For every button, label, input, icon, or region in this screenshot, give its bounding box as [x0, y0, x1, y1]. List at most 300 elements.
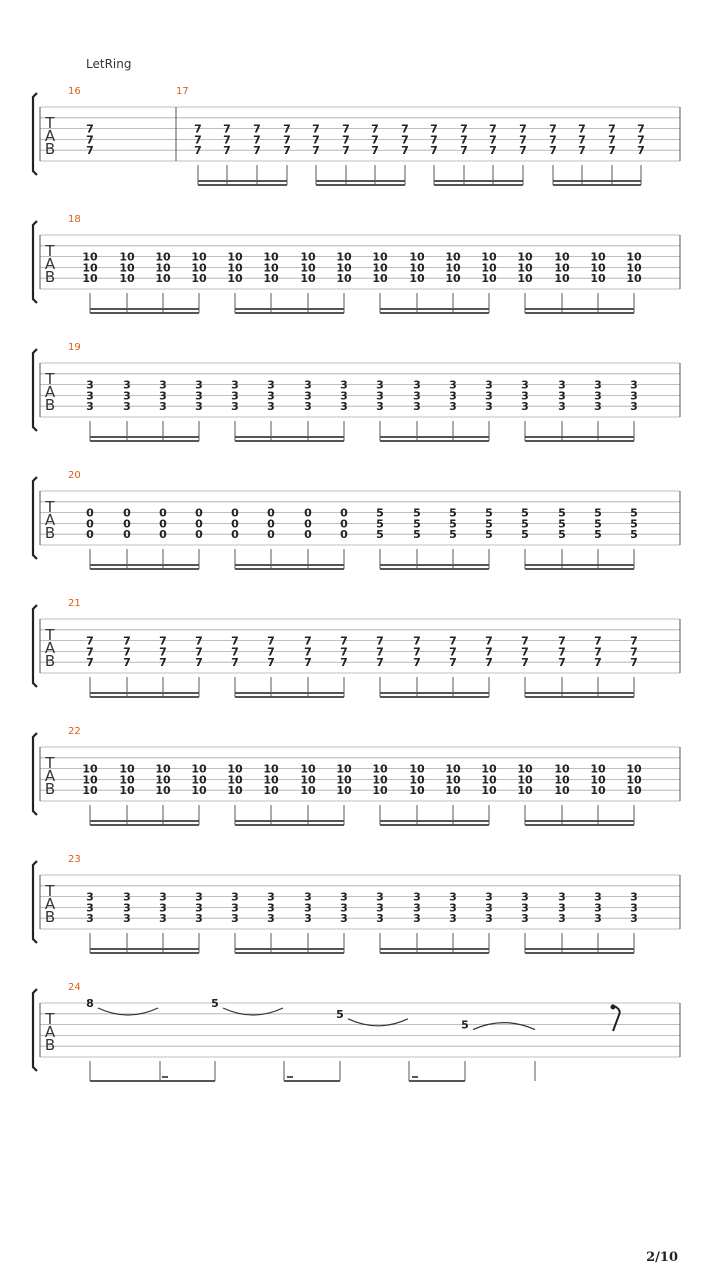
fret-number: 3 [340, 400, 348, 414]
fret-number: 3 [449, 378, 457, 392]
fret-number: 3 [449, 890, 457, 904]
fret-number: 3 [304, 912, 312, 926]
fret-number: 3 [594, 912, 602, 926]
fret-number: 7 [401, 144, 409, 158]
fret-number: 10 [554, 272, 570, 286]
fret-number: 10 [82, 784, 98, 798]
tab-clef-letter: B [44, 908, 56, 926]
fret-number: 10 [372, 250, 388, 264]
fret-number: 5 [521, 528, 529, 542]
fret-number: 7 [371, 144, 379, 158]
fret-number: 10 [336, 773, 352, 787]
fret-number: 3 [558, 912, 566, 926]
fret-number: 3 [159, 912, 167, 926]
fret-number: 7 [195, 634, 203, 648]
fret-number: 3 [304, 400, 312, 414]
system-bracket [33, 733, 37, 815]
fret-number: 3 [340, 890, 348, 904]
system-bracket [33, 221, 37, 303]
fret-number: 3 [340, 389, 348, 403]
fret-number: 10 [227, 784, 243, 798]
fret-number: 7 [521, 634, 529, 648]
fret-number: 10 [300, 261, 316, 275]
fret-number: 0 [267, 528, 275, 542]
fret-number: 0 [304, 528, 312, 542]
fret-number: 3 [376, 901, 384, 915]
fret-number: 7 [194, 122, 202, 136]
fret-number: 7 [485, 645, 493, 659]
fret-number: 3 [340, 901, 348, 915]
fret-number: 0 [159, 528, 167, 542]
fret-number: 5 [485, 528, 493, 542]
tab-clef-letter: B [44, 140, 56, 158]
fret-number: 10 [300, 784, 316, 798]
fret-number: 7 [123, 645, 131, 659]
fret-number: 3 [304, 901, 312, 915]
fret-number: 10 [590, 773, 606, 787]
fret-number: 0 [304, 506, 312, 520]
fret-number: 3 [485, 912, 493, 926]
fret-number: 10 [626, 272, 642, 286]
fret-number: 0 [86, 517, 94, 531]
fret-number: 3 [521, 901, 529, 915]
fret-number: 7 [371, 133, 379, 147]
fret-number: 7 [376, 645, 384, 659]
fret-number: 7 [123, 634, 131, 648]
measure-number: 18 [68, 214, 81, 225]
fret-number: 3 [159, 389, 167, 403]
fret-number: 10 [227, 272, 243, 286]
fret-number: 3 [159, 890, 167, 904]
fret-number: 7 [86, 634, 94, 648]
fret-number: 3 [86, 400, 94, 414]
fret-number: 10 [481, 762, 497, 776]
fret-number: 10 [82, 762, 98, 776]
fret-number: 3 [594, 890, 602, 904]
fret-number: 0 [86, 528, 94, 542]
fret-number: 7 [267, 656, 275, 670]
fret-number: 10 [590, 250, 606, 264]
fret-number: 10 [191, 762, 207, 776]
fret-number: 3 [123, 912, 131, 926]
fret-number: 3 [123, 901, 131, 915]
fret-number: 10 [191, 250, 207, 264]
fret-number: 7 [86, 645, 94, 659]
measure-number: 22 [68, 726, 81, 737]
fret-number: 10 [191, 272, 207, 286]
fret-number: 5 [449, 517, 457, 531]
fret-number: 3 [231, 901, 239, 915]
tab-clef-letter: T [45, 626, 55, 644]
fret-number: 3 [159, 378, 167, 392]
fret-number: 3 [267, 901, 275, 915]
fret-number: 10 [119, 261, 135, 275]
fret-number: 7 [267, 634, 275, 648]
fret-number: 10 [155, 250, 171, 264]
fret-number: 3 [123, 389, 131, 403]
fret-number: 3 [195, 890, 203, 904]
fret-number: 0 [123, 528, 131, 542]
fret-number: 0 [267, 517, 275, 531]
fret-number: 10 [590, 784, 606, 798]
fret-number: 3 [195, 378, 203, 392]
fret-number: 7 [223, 133, 231, 147]
fret-number: 7 [304, 645, 312, 659]
tab-clef-letter: A [44, 639, 56, 657]
fret-number: 3 [267, 912, 275, 926]
fret-number: 7 [549, 133, 557, 147]
fret-number: 0 [304, 517, 312, 531]
fret-number: 7 [521, 645, 529, 659]
fret-number: 3 [521, 389, 529, 403]
fret-number: 10 [227, 762, 243, 776]
fret-number: 5 [449, 528, 457, 542]
fret-number: 10 [554, 762, 570, 776]
tab-clef-letter: T [45, 114, 55, 132]
tab-clef-letter: A [44, 383, 56, 401]
fret-number: 7 [223, 144, 231, 158]
tab-clef-letter: B [44, 652, 56, 670]
fret-number: 7 [376, 656, 384, 670]
fret-number: 7 [594, 645, 602, 659]
fret-number: 3 [449, 912, 457, 926]
fret-number: 3 [267, 400, 275, 414]
fret-number: 7 [86, 656, 94, 670]
fret-number: 3 [195, 400, 203, 414]
fret-number: 10 [626, 762, 642, 776]
fret-number: 10 [372, 784, 388, 798]
fret-number: 3 [630, 901, 638, 915]
fret-number: 7 [489, 133, 497, 147]
fret-number: 10 [517, 272, 533, 286]
fret-number: 8 [86, 997, 94, 1010]
fret-number: 7 [401, 133, 409, 147]
fret-number: 10 [445, 250, 461, 264]
fret-number: 10 [300, 272, 316, 286]
fret-number: 7 [489, 144, 497, 158]
fret-number: 7 [637, 133, 645, 147]
fret-number: 10 [300, 250, 316, 264]
fret-number: 3 [267, 890, 275, 904]
fret-number: 10 [263, 773, 279, 787]
fret-number: 7 [460, 122, 468, 136]
fret-number: 3 [86, 389, 94, 403]
fret-number: 7 [304, 656, 312, 670]
fret-number: 7 [312, 133, 320, 147]
fret-number: 10 [336, 261, 352, 275]
fret-number: 7 [485, 634, 493, 648]
fret-number: 7 [194, 144, 202, 158]
tab-clef-letter: A [44, 127, 56, 145]
fret-number: 7 [558, 645, 566, 659]
measure-number: 21 [68, 598, 81, 609]
fret-number: 10 [227, 250, 243, 264]
measure-number: 19 [68, 342, 81, 353]
fret-number: 10 [554, 261, 570, 275]
fret-number: 10 [336, 784, 352, 798]
fret-number: 10 [517, 250, 533, 264]
fret-number: 0 [159, 517, 167, 531]
fret-number: 7 [578, 122, 586, 136]
fret-number: 5 [413, 528, 421, 542]
fret-number: 10 [590, 272, 606, 286]
fret-number: 10 [336, 762, 352, 776]
fret-number: 3 [123, 890, 131, 904]
fret-number: 3 [340, 912, 348, 926]
tab-clef-letter: T [45, 370, 55, 388]
fret-number: 7 [253, 133, 261, 147]
fret-number: 7 [159, 656, 167, 670]
fret-number: 10 [227, 773, 243, 787]
fret-number: 10 [372, 773, 388, 787]
fret-number: 5 [211, 997, 219, 1010]
fret-number: 3 [558, 378, 566, 392]
page-number: 2/10 [646, 1250, 678, 1265]
fret-number: 10 [155, 272, 171, 286]
fret-number: 3 [630, 400, 638, 414]
fret-number: 7 [430, 144, 438, 158]
fret-number: 7 [253, 122, 261, 136]
fret-number: 10 [191, 261, 207, 275]
fret-number: 7 [401, 122, 409, 136]
tab-clef-letter: A [44, 895, 56, 913]
fret-number: 10 [336, 250, 352, 264]
fret-number: 10 [409, 773, 425, 787]
fret-number: 5 [376, 528, 384, 542]
fret-number: 3 [485, 400, 493, 414]
fret-number: 3 [231, 890, 239, 904]
fret-number: 3 [413, 400, 421, 414]
fret-number: 7 [304, 634, 312, 648]
fret-number: 10 [554, 250, 570, 264]
fret-number: 5 [594, 506, 602, 520]
fret-number: 7 [195, 656, 203, 670]
fret-number: 7 [413, 656, 421, 670]
fret-number: 7 [283, 144, 291, 158]
fret-number: 7 [195, 645, 203, 659]
fret-number: 5 [376, 506, 384, 520]
fret-number: 7 [340, 634, 348, 648]
fret-number: 3 [449, 901, 457, 915]
fret-number: 10 [155, 773, 171, 787]
fret-number: 10 [445, 261, 461, 275]
fret-number: 7 [86, 133, 94, 147]
fret-number: 7 [637, 144, 645, 158]
fret-number: 3 [231, 400, 239, 414]
fret-number: 7 [430, 122, 438, 136]
fret-number: 10 [191, 784, 207, 798]
fret-number: 3 [86, 912, 94, 926]
fret-number: 3 [485, 389, 493, 403]
fret-number: 3 [376, 890, 384, 904]
fret-number: 7 [460, 133, 468, 147]
fret-number: 7 [608, 133, 616, 147]
fret-number: 7 [231, 656, 239, 670]
fret-number: 7 [342, 133, 350, 147]
fret-number: 7 [608, 144, 616, 158]
fret-number: 0 [231, 517, 239, 531]
fret-number: 7 [489, 122, 497, 136]
fret-number: 3 [159, 901, 167, 915]
fret-number: 3 [195, 912, 203, 926]
fret-number: 5 [630, 506, 638, 520]
fret-number: 3 [376, 378, 384, 392]
fret-number: 10 [119, 762, 135, 776]
fret-number: 7 [519, 144, 527, 158]
fret-number: 7 [267, 645, 275, 659]
fret-number: 3 [231, 912, 239, 926]
fret-number: 10 [372, 261, 388, 275]
fret-number: 3 [485, 901, 493, 915]
fret-number: 10 [626, 250, 642, 264]
fret-number: 5 [336, 1007, 344, 1021]
tab-clef-letter: T [45, 754, 55, 772]
fret-number: 3 [413, 389, 421, 403]
fret-number: 10 [590, 261, 606, 275]
fret-number: 10 [82, 773, 98, 787]
fret-number: 3 [449, 400, 457, 414]
fret-number: 7 [371, 122, 379, 136]
system-bracket [33, 989, 37, 1071]
fret-number: 7 [283, 122, 291, 136]
fret-number: 3 [413, 378, 421, 392]
fret-number: 3 [340, 378, 348, 392]
fret-number: 3 [485, 890, 493, 904]
fret-number: 7 [376, 634, 384, 648]
fret-number: 5 [485, 506, 493, 520]
fret-number: 10 [517, 762, 533, 776]
fret-number: 10 [263, 762, 279, 776]
fret-number: 7 [519, 133, 527, 147]
system-bracket [33, 93, 37, 175]
fret-number: 7 [86, 122, 94, 136]
fret-number: 10 [119, 272, 135, 286]
fret-number: 7 [578, 144, 586, 158]
fret-number: 7 [430, 133, 438, 147]
fret-number: 7 [630, 634, 638, 648]
fret-number: 10 [263, 261, 279, 275]
fret-number: 10 [119, 773, 135, 787]
fret-number: 3 [195, 901, 203, 915]
fret-number: 5 [558, 528, 566, 542]
tab-clef-letter: B [44, 268, 56, 286]
tab-clef-letter: B [44, 1036, 56, 1054]
fret-number: 10 [227, 261, 243, 275]
fret-number: 10 [626, 261, 642, 275]
fret-number: 3 [594, 400, 602, 414]
fret-number: 0 [123, 517, 131, 531]
fret-number: 3 [521, 378, 529, 392]
fret-number: 0 [195, 528, 203, 542]
fret-number: 0 [340, 506, 348, 520]
fret-number: 3 [304, 389, 312, 403]
system-bracket [33, 477, 37, 559]
fret-number: 10 [82, 261, 98, 275]
fret-number: 10 [263, 250, 279, 264]
fret-number: 10 [481, 261, 497, 275]
fret-number: 5 [461, 1018, 469, 1032]
fret-number: 7 [449, 656, 457, 670]
fret-number: 5 [413, 506, 421, 520]
fret-number: 10 [409, 261, 425, 275]
fret-number: 3 [558, 389, 566, 403]
fret-number: 7 [312, 122, 320, 136]
fret-number: 0 [86, 506, 94, 520]
fret-number: 3 [376, 400, 384, 414]
tie-arc [473, 1023, 535, 1030]
measure-number: 23 [68, 854, 81, 865]
fret-number: 10 [481, 773, 497, 787]
fret-number: 10 [336, 272, 352, 286]
fret-number: 7 [86, 144, 94, 158]
fret-number: 3 [86, 378, 94, 392]
tab-clef-letter: A [44, 255, 56, 273]
fret-number: 10 [409, 250, 425, 264]
fret-number: 0 [195, 506, 203, 520]
fret-number: 7 [608, 122, 616, 136]
tab-clef-letter: B [44, 780, 56, 798]
fret-number: 3 [630, 912, 638, 926]
tab-clef-letter: A [44, 511, 56, 529]
tab-clef-letter: A [44, 767, 56, 785]
fret-number: 7 [558, 634, 566, 648]
fret-number: 7 [159, 634, 167, 648]
fret-number: 10 [409, 272, 425, 286]
system-bracket [33, 605, 37, 687]
fret-number: 10 [263, 784, 279, 798]
fret-number: 0 [123, 506, 131, 520]
fret-number: 3 [558, 901, 566, 915]
fret-number: 7 [558, 656, 566, 670]
fret-number: 10 [445, 272, 461, 286]
fret-number: 10 [554, 773, 570, 787]
fret-number: 5 [594, 528, 602, 542]
fret-number: 3 [521, 400, 529, 414]
fret-number: 7 [223, 122, 231, 136]
fret-number: 7 [253, 144, 261, 158]
fret-number: 10 [445, 784, 461, 798]
fret-number: 0 [231, 528, 239, 542]
fret-number: 10 [409, 762, 425, 776]
fret-number: 7 [194, 133, 202, 147]
fret-number: 7 [312, 144, 320, 158]
let-ring-label: LetRing [86, 57, 132, 71]
tab-clef-letter: T [45, 882, 55, 900]
fret-number: 5 [449, 506, 457, 520]
fret-number: 3 [413, 901, 421, 915]
fret-number: 7 [340, 645, 348, 659]
fret-number: 10 [481, 784, 497, 798]
fret-number: 10 [82, 272, 98, 286]
fret-number: 0 [340, 528, 348, 542]
fret-number: 3 [558, 890, 566, 904]
fret-number: 3 [630, 389, 638, 403]
fret-number: 0 [267, 506, 275, 520]
fret-number: 3 [231, 378, 239, 392]
fret-number: 7 [123, 656, 131, 670]
fret-number: 10 [445, 773, 461, 787]
fret-number: 7 [413, 634, 421, 648]
fret-number: 10 [372, 272, 388, 286]
fret-number: 3 [159, 400, 167, 414]
fret-number: 5 [413, 517, 421, 531]
fret-number: 3 [594, 901, 602, 915]
fret-number: 3 [86, 890, 94, 904]
fret-number: 3 [376, 912, 384, 926]
fret-number: 7 [231, 645, 239, 659]
tab-clef-letter: T [45, 242, 55, 260]
fret-number: 7 [521, 656, 529, 670]
